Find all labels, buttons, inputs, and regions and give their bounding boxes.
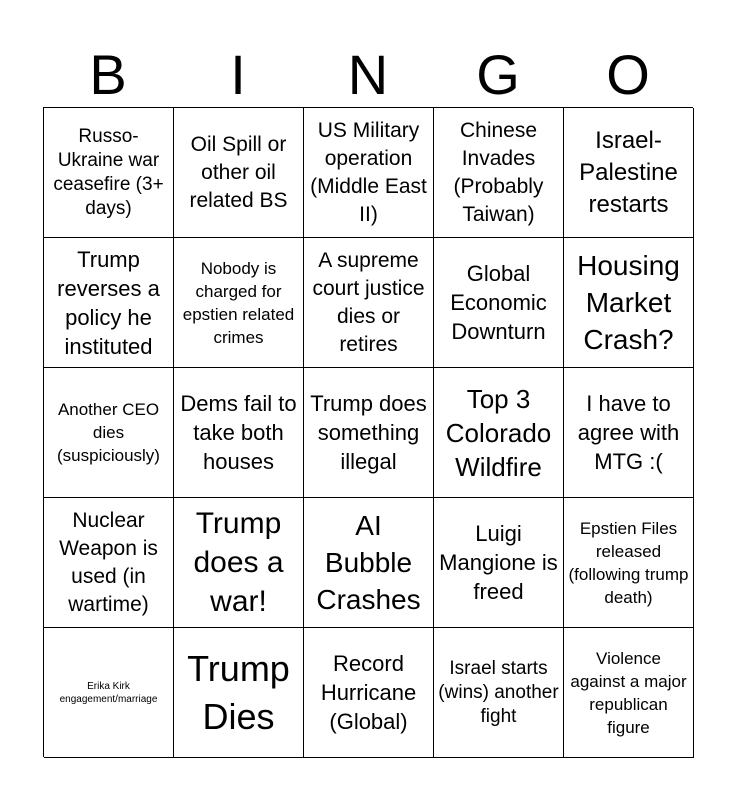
cell-text: Oil Spill or other oil related BS: [189, 132, 288, 212]
bingo-cell[interactable]: [174, 108, 304, 238]
cell-text: Trump does a war!: [193, 507, 284, 618]
bingo-cell[interactable]: [44, 238, 174, 368]
bingo-cell[interactable]: [564, 238, 694, 368]
cell-text: Israel starts (wins) another fight: [438, 657, 559, 727]
cell-text: Nobody is charged for epstien related crimes: [182, 258, 295, 347]
bingo-cell[interactable]: [304, 108, 434, 238]
bingo-cell[interactable]: [434, 628, 564, 758]
bingo-cell[interactable]: [564, 628, 694, 758]
cell-text: Record Hurricane (Global): [320, 651, 417, 734]
cell-text: Dems fail to take both houses: [180, 391, 297, 474]
cell-text: Another CEO dies (suspiciously): [57, 400, 160, 465]
header-letter-g: G: [476, 43, 520, 106]
header-letter-i: I: [230, 43, 246, 106]
bingo-cell[interactable]: [304, 368, 434, 498]
cell-text: Violence against a major republican figure: [570, 648, 687, 737]
cell-text: Trump Dies: [187, 647, 290, 737]
bingo-cell[interactable]: [564, 108, 694, 238]
cell-text: Russo-Ukraine war ceasefire (3+ days): [53, 125, 164, 219]
bingo-cell[interactable]: [44, 498, 174, 628]
bingo-header: [43, 44, 693, 106]
bingo-cell[interactable]: [174, 238, 304, 368]
bingo-cell[interactable]: [174, 628, 304, 758]
bingo-cell[interactable]: [44, 628, 174, 758]
cell-text: AI Bubble Crashes: [316, 510, 421, 615]
cell-text: Israel-Palestine restarts: [579, 126, 678, 218]
cell-text: Erika Kirk engagement/marriage: [59, 680, 158, 705]
cell-text: Luigi Mangione is freed: [439, 521, 558, 604]
header-letter-o: O: [606, 43, 650, 106]
header-letter-b: B: [89, 43, 127, 106]
bingo-cell[interactable]: [304, 498, 434, 628]
cell-text: Nuclear Weapon is used (in wartime): [59, 508, 158, 616]
cell-text: Top 3 Colorado Wildfire: [445, 383, 552, 482]
cell-text: US Military operation (Middle East II): [310, 118, 427, 226]
cell-text: I have to agree with MTG :(: [577, 391, 680, 474]
bingo-cell[interactable]: [304, 628, 434, 758]
cell-text: Chinese Invades (Probably Taiwan): [453, 118, 544, 226]
cell-text: Trump reverses a policy he instituted: [57, 246, 160, 359]
bingo-cell[interactable]: [174, 368, 304, 498]
bingo-cell[interactable]: [304, 238, 434, 368]
bingo-cell[interactable]: [434, 498, 564, 628]
cell-text: Epstien Files released (following trump death): [568, 518, 689, 607]
bingo-cell[interactable]: [44, 108, 174, 238]
bingo-cell[interactable]: [434, 108, 564, 238]
bingo-cell[interactable]: [434, 368, 564, 498]
bingo-cell[interactable]: [564, 368, 694, 498]
bingo-cell[interactable]: [434, 238, 564, 368]
cell-text: A supreme court justice dies or retires: [312, 248, 425, 356]
cell-text: Housing Market Crash?: [577, 250, 680, 355]
cell-text: Global Economic Downturn: [450, 261, 547, 344]
cell-text: Trump does something illegal: [310, 391, 427, 474]
bingo-cell[interactable]: [174, 498, 304, 628]
bingo-cell[interactable]: [564, 498, 694, 628]
bingo-cell[interactable]: [44, 368, 174, 498]
header-letter-n: N: [347, 43, 389, 106]
bingo-grid: [43, 107, 693, 757]
